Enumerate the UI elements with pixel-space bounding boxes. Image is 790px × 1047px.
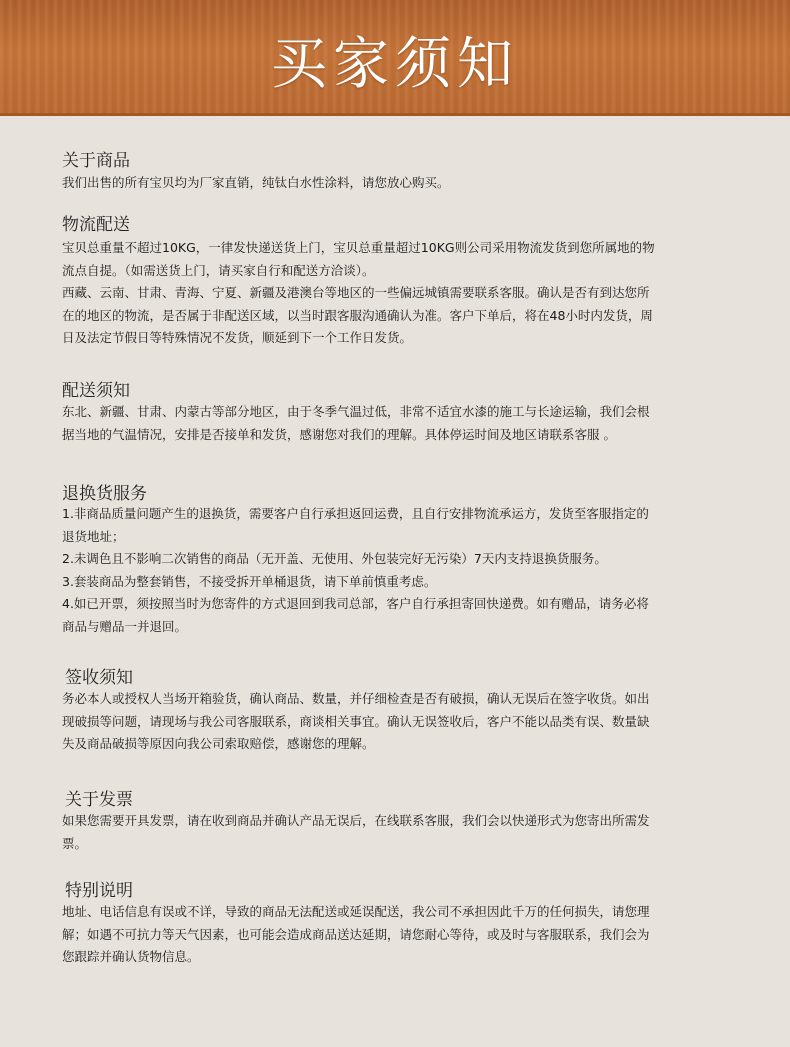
section-line: 宝贝总重量不超过10KG，一律发快递送货上门，宝贝总重量超过10KG则公司采用物流发货到您所属地的物 — [62, 240, 655, 255]
section-title: 关于商品 — [62, 151, 130, 171]
section-line: 务必本人或授权人当场开箱验货，确认商品、数量，并仔细检查是否有破损，确认无误后在签字收货。如出 — [62, 691, 650, 706]
section-line: 退货地址； — [62, 528, 125, 544]
section-title: 关于发票 — [65, 790, 133, 810]
section-line: 地址、电话信息有误或不详，导致的商品无法配送或延误配送，我公司不承担因此千万的任何损失，请您理 — [62, 904, 650, 919]
section-line: 1.非商品质量问题产生的退换货，需要客户自行承担返回运费，且自行安排物流承运方，发货至客服指定的 — [62, 506, 649, 521]
section-line: 票。 — [62, 835, 88, 851]
section-line: 东北、新疆、甘肃、内蒙古等部分地区，由于冬季气温过低，非常不适宜水漆的施工与长途运输，我们会根 — [62, 404, 650, 419]
section-line: 现破损等问题，请现场与我公司客服联系，商谈相关事宜。确认无误签收后，客户不能以品类有误、数量缺 — [62, 713, 650, 729]
section-title: 物流配送 — [62, 215, 130, 235]
section-title: 退换货服务 — [62, 484, 147, 504]
section-line: 2.未调色且不影响二次销售的商品（无开盖、无使用、外包装完好无污染）7天内支持退换货服务。 — [62, 551, 607, 566]
header-banner — [0, 0, 790, 116]
section-title: 配送须知 — [62, 381, 130, 401]
page-title: 买家须知 — [271, 32, 519, 97]
section-line: 3.套装商品为整套销售，不接受拆开单桶退货，请下单前慎重考虑。 — [62, 573, 437, 589]
section-title: 签收须知 — [65, 668, 133, 688]
section-line: 失及商品破损等原因向我公司索取赔偿，感谢您的理解。 — [62, 736, 375, 751]
section-line: 我们出售的所有宝贝均为厂家直销，纯钛白水性涂料，请您放心购买。 — [62, 175, 450, 190]
section-line: 商品与赠品一并退回。 — [62, 618, 188, 634]
section-line: 4.如已开票，须按照当时为您寄件的方式退回到我司总部，客户自行承担寄回快递费。如有赠品，请务必将 — [62, 596, 649, 611]
section-line: 如果您需要开具发票，请在收到商品并确认产品无误后，在线联系客服，我们会以快递形式为您寄出所需发 — [62, 813, 650, 828]
section-line: 据当地的气温情况，安排是否接单和发货，感谢您对我们的理解。具体停运时间及地区请联系客服 。 — [62, 426, 616, 442]
section-line: 西藏、云南、甘肃、青海、宁夏、新疆及港澳台等地区的一些偏远城镇需要联系客服。确认是否有到达您所 — [62, 285, 650, 300]
section-title: 特别说明 — [65, 881, 133, 901]
section-line: 您跟踪并确认货物信息。 — [62, 949, 200, 964]
section-line: 流点自提。（如需送货上门，请买家自行和配送方洽谈）。 — [62, 262, 375, 278]
section-line: 日及法定节假日等特殊情况不发货，顺延到下一个工作日发货。 — [62, 330, 413, 345]
section-line: 在的地区的物流，是否属于非配送区域，以当时跟客服沟通确认为准。客户下单后，将在48小时内发货，周 — [62, 307, 653, 323]
section-line: 解；如遇不可抗力等天气因素，也可能会造成商品送达延期，请您耐心等待，或及时与客服联系，我们会为 — [62, 926, 650, 942]
